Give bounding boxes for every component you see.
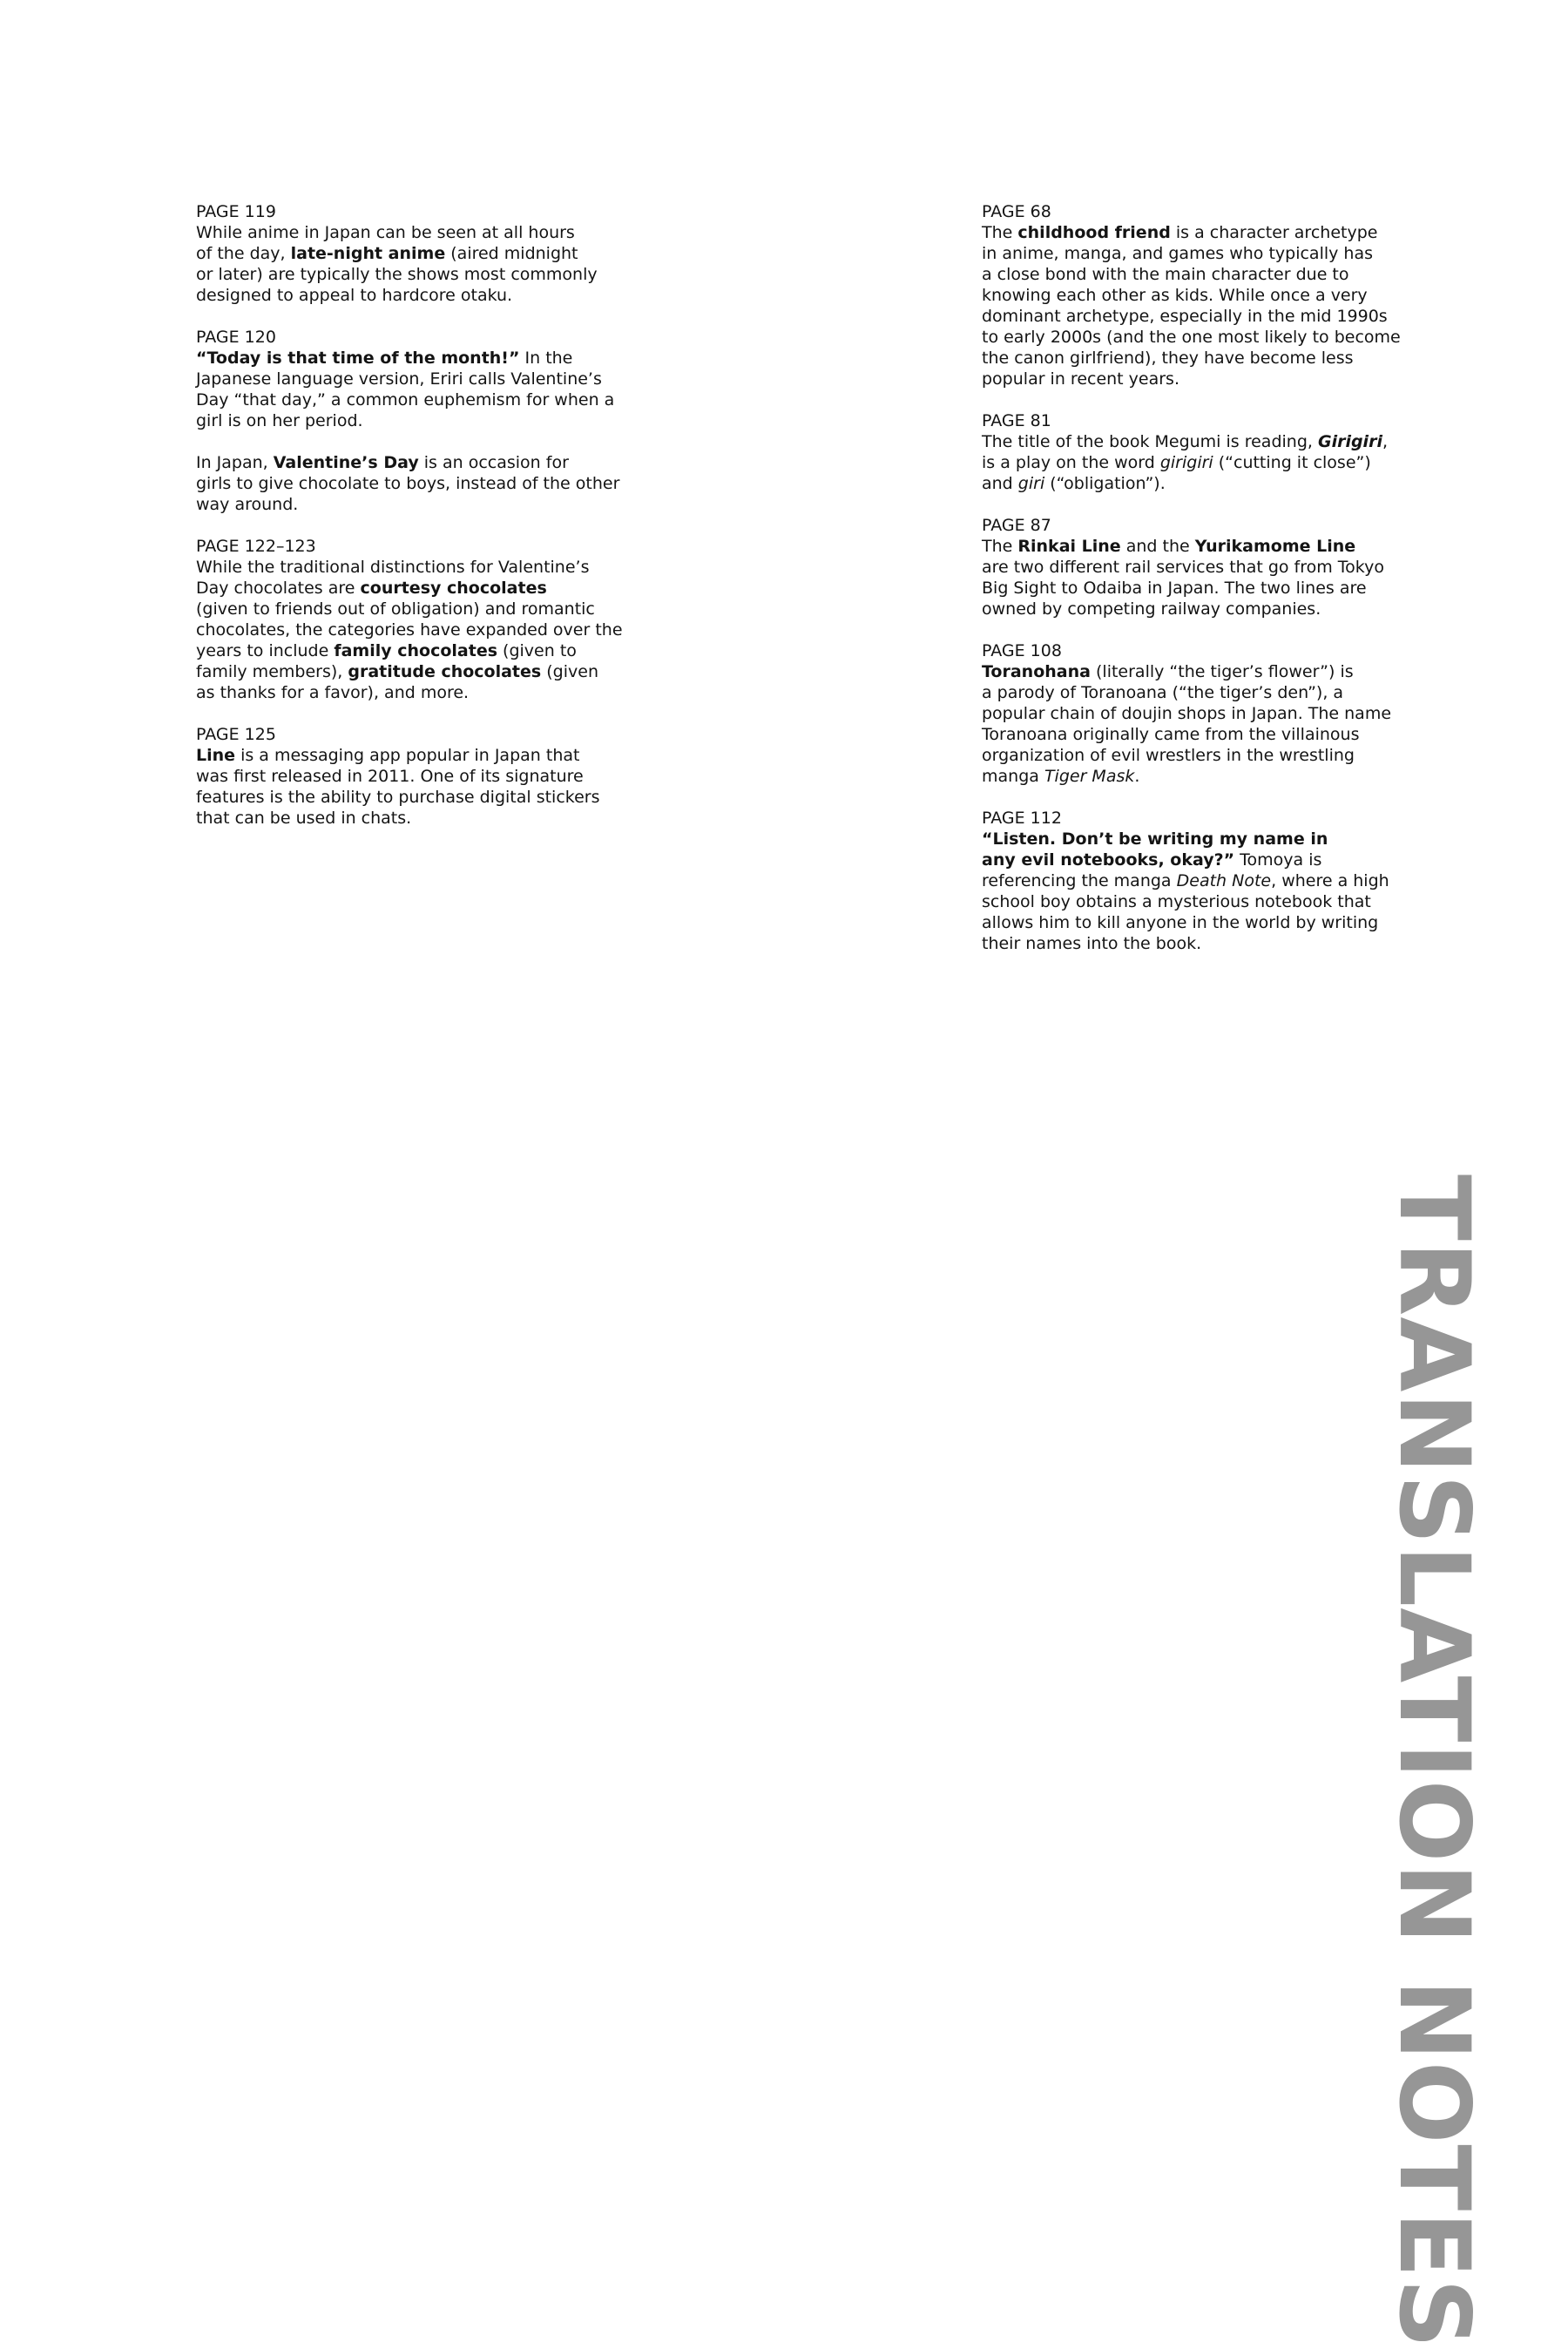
translation-notes-title: TRANSLATION NOTES [1377, 1174, 1490, 2349]
note-text: In the [519, 349, 573, 368]
bold-term: any evil notebooks, okay?” [982, 850, 1235, 870]
note-line [196, 619, 623, 640]
note-paragraph [982, 661, 1391, 787]
note-text: referencing the manga [982, 871, 1177, 890]
note-text: (given to [497, 641, 577, 660]
note-text: was first released in 2011. One of its signature [196, 767, 584, 786]
note-paragraph [196, 452, 620, 515]
note-text: as thanks for a favor), and more. [196, 683, 470, 702]
bold-term: “Today is that time of the month!” [196, 349, 520, 368]
note-text: Tomoya is [1234, 850, 1322, 870]
note-text: family members), [196, 662, 348, 681]
note-paragraph [196, 222, 605, 306]
note-page-reference: PAGE 122–123 [196, 537, 316, 556]
note-line [196, 285, 605, 306]
right-notes-column [982, 201, 1401, 975]
note-text: Day “that day,” a common euphemism for when a [196, 390, 615, 410]
translation-note [982, 808, 1391, 954]
note-line [982, 891, 1391, 912]
note-text: the canon girlfriend), they have become less [982, 349, 1354, 368]
italic-title: Tiger Mask [1044, 767, 1135, 786]
note-text: . [1134, 767, 1140, 786]
note-text: (“obligation”). [1044, 474, 1166, 493]
note-page-reference: PAGE 81 [982, 411, 1051, 430]
bold-term: Toranohana [982, 662, 1091, 681]
note-text: Toranoana originally came from the villainous [982, 725, 1360, 744]
note-page-reference: PAGE 125 [196, 725, 276, 744]
bold-term: Yurikamome Line [1194, 537, 1356, 556]
note-page-reference: PAGE 87 [982, 516, 1051, 535]
note-line [196, 578, 605, 599]
note-text: is a messaging app popular in Japan that [235, 746, 580, 765]
bold-term: Rinkai Line [1017, 537, 1121, 556]
note-paragraph [982, 431, 1391, 494]
translation-note [982, 410, 1391, 494]
note-line [982, 264, 1391, 285]
note-line [982, 682, 1391, 703]
note-line [982, 933, 1391, 954]
note-text: a close bond with the main character due to [982, 265, 1349, 284]
note-paragraph [196, 348, 615, 431]
note-text: popular chain of doujin shops in Japan. The name [982, 704, 1392, 723]
note-text: (given [541, 662, 598, 681]
note-text: are two different rail services that go from Tokyo [982, 558, 1385, 577]
note-text: their names into the book. [982, 934, 1202, 953]
note-text: (“cutting it close”) [1213, 453, 1371, 472]
note-line [982, 829, 1391, 850]
note-line [982, 369, 1391, 389]
note-text: (literally “the tiger’s flower”) is [1090, 662, 1354, 681]
note-text: The title of the book Megumi is reading, [982, 432, 1318, 451]
note-line [196, 264, 605, 285]
note-text: school boy obtains a mysterious notebook that [982, 892, 1371, 911]
note-line [196, 640, 605, 661]
bold-term: Line [196, 746, 236, 765]
note-line [196, 222, 605, 243]
note-line [196, 348, 605, 369]
note-text: girls to give chocolate to boys, instead of the other [196, 474, 620, 493]
note-text: knowing each other as kids. While once a very [982, 286, 1368, 305]
note-text: or later) are typically the shows most commonly [196, 265, 598, 284]
note-line [982, 661, 1391, 682]
note-line [196, 494, 605, 515]
translation-note [196, 724, 605, 829]
note-paragraph [196, 745, 605, 829]
note-line [982, 703, 1391, 724]
note-text: way around. [196, 495, 299, 514]
bold-term: late-night anime [290, 244, 446, 263]
note-text: organization of evil wrestlers in the wrestling [982, 746, 1355, 765]
note-paragraph [982, 222, 1401, 389]
note-text: a parody of Toranoana (“the tiger’s den”), a [982, 683, 1344, 702]
note-line [196, 808, 605, 829]
note-text: , [1382, 432, 1389, 451]
note-text: (aired midnight [445, 244, 578, 263]
note-text: manga [982, 767, 1044, 786]
note-line [982, 766, 1391, 787]
note-text: to early 2000s (and the one most likely to become [982, 328, 1401, 347]
note-line [982, 222, 1391, 243]
bold-term: Valentine’s Day [273, 453, 419, 472]
note-line [196, 745, 605, 766]
note-line [982, 306, 1391, 327]
note-line [196, 243, 605, 264]
bold-term: Girigiri [1317, 432, 1382, 451]
note-line [196, 452, 605, 473]
note-line [196, 389, 615, 410]
note-text: is a character archetype [1170, 223, 1378, 242]
note-page-reference: PAGE 119 [196, 202, 276, 221]
note-text: Big Sight to Odaiba in Japan. The two lines are [982, 579, 1367, 598]
note-line [982, 473, 1391, 494]
note-text: is an occasion for [418, 453, 569, 472]
note-line [196, 766, 605, 787]
bold-term: gratitude chocolates [348, 662, 542, 681]
note-page-reference: PAGE 68 [982, 202, 1051, 221]
note-line [196, 682, 605, 703]
translation-note [982, 640, 1391, 787]
note-paragraph [982, 829, 1391, 954]
note-text: in anime, manga, and games who typically has [982, 244, 1373, 263]
note-line [982, 452, 1391, 473]
bold-term: courtesy chocolates [360, 579, 547, 598]
note-line [196, 473, 620, 494]
note-line [982, 599, 1391, 619]
translation-note [196, 327, 620, 515]
note-text: dominant archetype, especially in the mid 1990s [982, 307, 1388, 326]
bold-term: family chocolates [334, 641, 498, 660]
bold-term: “Listen. Don’t be writing my name in [982, 829, 1328, 849]
note-text: The [982, 537, 1018, 556]
note-text: of the day, [196, 244, 291, 263]
note-line [196, 557, 605, 578]
note-line [196, 661, 605, 682]
note-line [982, 912, 1391, 933]
left-notes-column [196, 201, 623, 850]
note-text: is a play on the word [982, 453, 1160, 472]
note-line [982, 327, 1401, 348]
note-line [982, 431, 1391, 452]
italic-title: Death Note [1176, 871, 1272, 890]
note-line [982, 536, 1391, 557]
bold-term: childhood friend [1017, 223, 1171, 242]
note-page-reference: PAGE 108 [982, 641, 1062, 660]
translation-note [982, 515, 1391, 619]
note-text: While the traditional distinctions for Valentine’s [196, 558, 590, 577]
note-text: features is the ability to purchase digital stickers [196, 788, 600, 807]
note-line [196, 369, 605, 389]
note-text: popular in recent years. [982, 369, 1179, 389]
note-line [982, 745, 1391, 766]
note-text: In Japan, [196, 453, 274, 472]
note-text: owned by competing railway companies. [982, 599, 1321, 619]
translation-note [982, 201, 1401, 389]
note-text: and [982, 474, 1018, 493]
note-line [982, 243, 1391, 264]
note-text: Day chocolates are [196, 579, 361, 598]
note-line [982, 724, 1391, 745]
note-line [196, 787, 605, 808]
note-text: (given to friends out of obligation) and romantic [196, 599, 595, 619]
note-page-reference: PAGE 112 [982, 809, 1062, 828]
note-line [982, 870, 1391, 891]
note-text: girl is on her period. [196, 411, 363, 430]
note-text: that can be used in chats. [196, 809, 412, 828]
note-paragraph [196, 557, 623, 703]
note-text: designed to appeal to hardcore otaku. [196, 286, 513, 305]
italic-title: girigiri [1159, 453, 1213, 472]
note-line [196, 599, 605, 619]
note-page-reference: PAGE 120 [196, 328, 276, 347]
note-text: years to include [196, 641, 335, 660]
note-text: , where a high [1271, 871, 1389, 890]
note-text: chocolates, the categories have expanded over the [196, 620, 623, 640]
note-line [982, 285, 1391, 306]
note-text: and the [1120, 537, 1195, 556]
italic-title: giri [1017, 474, 1045, 493]
translation-note [196, 536, 623, 703]
translation-note [196, 201, 605, 306]
note-text: Japanese language version, Eriri calls Valentine’s [196, 369, 602, 389]
note-paragraph [982, 536, 1391, 619]
note-line [982, 557, 1391, 578]
note-text: While anime in Japan can be seen at all hours [196, 223, 575, 242]
note-line [982, 578, 1391, 599]
note-line [982, 850, 1391, 870]
note-text: The [982, 223, 1018, 242]
note-text: allows him to kill anyone in the world by writing [982, 913, 1379, 932]
note-line [196, 410, 605, 431]
note-line [982, 348, 1391, 369]
